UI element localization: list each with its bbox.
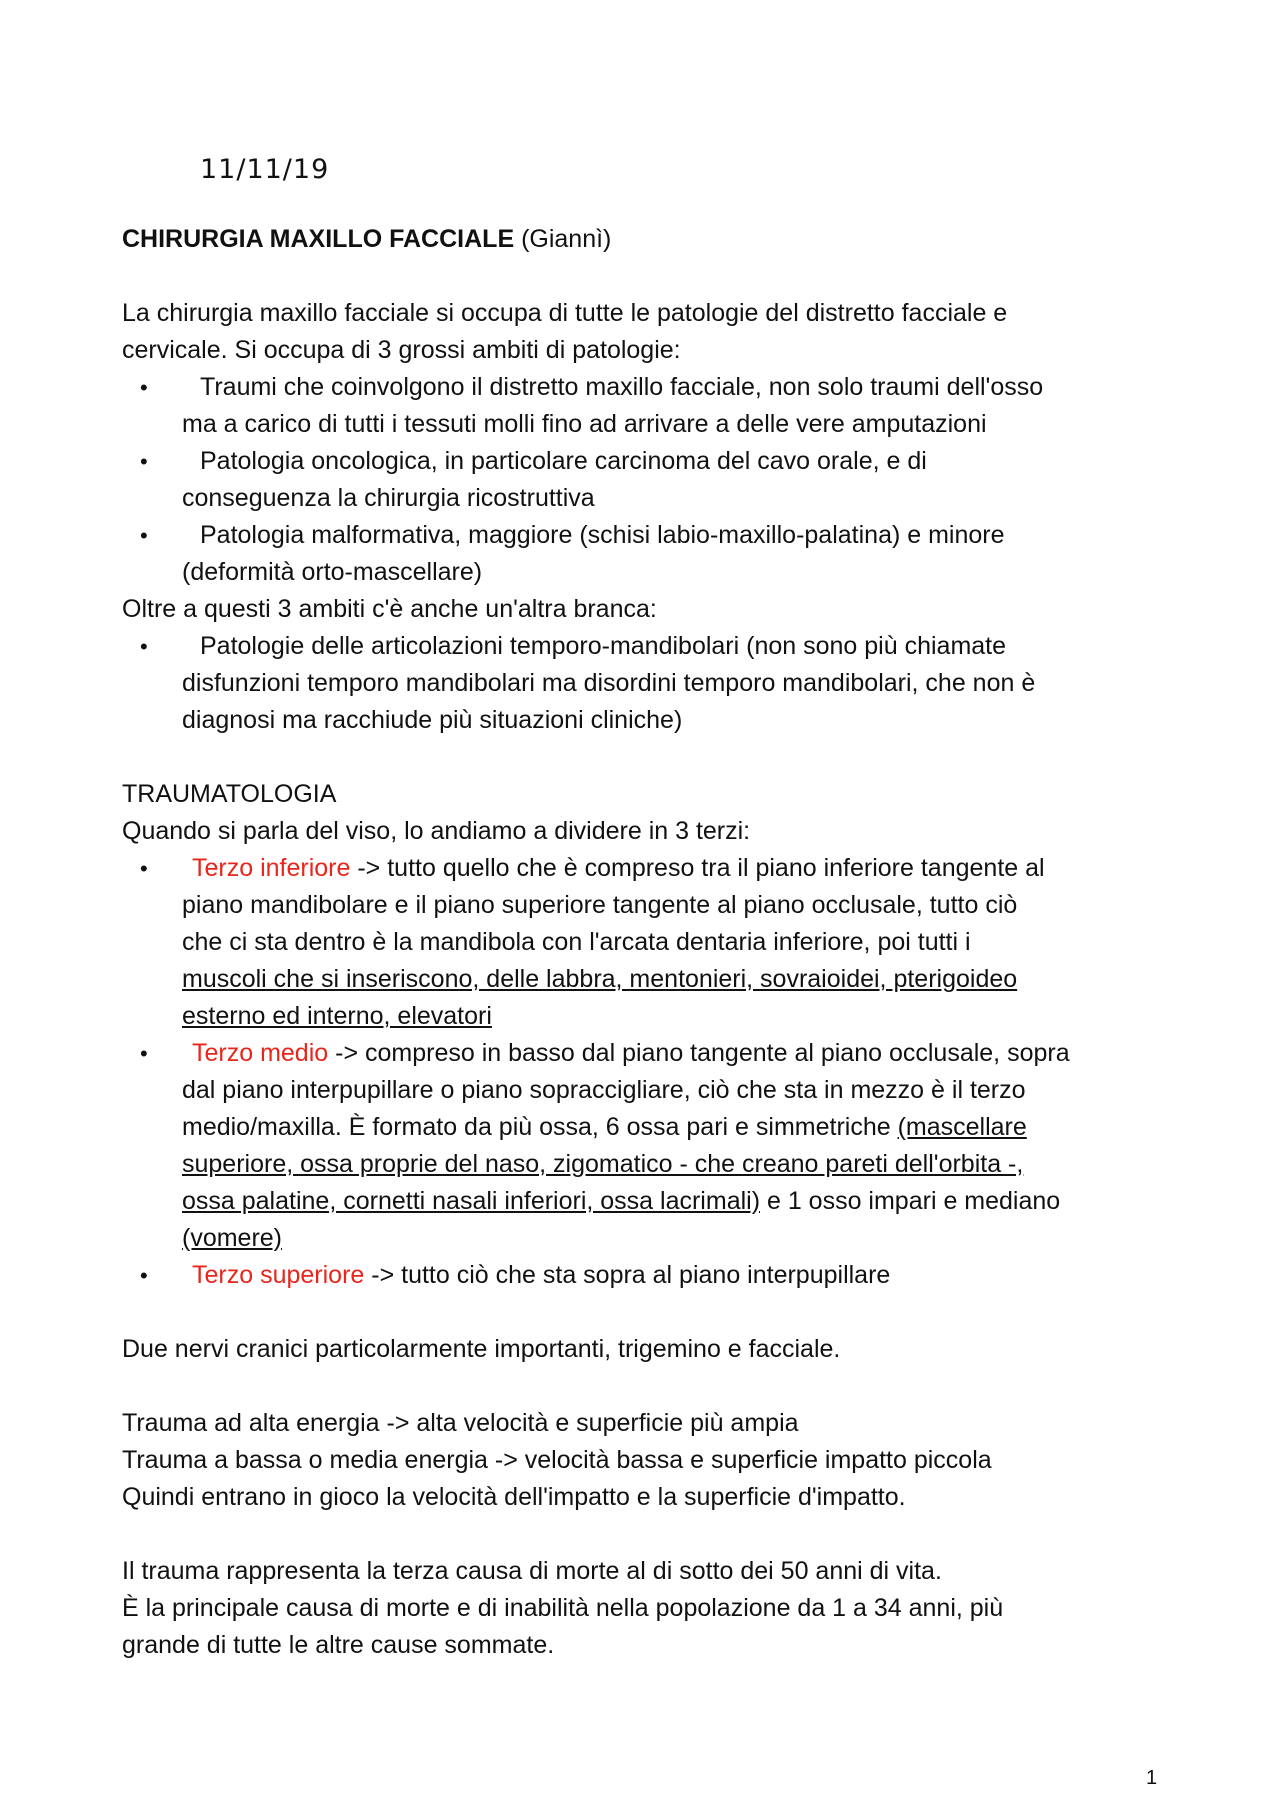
- nervi-paragraph: Due nervi cranici particolarmente importanti, trigemino e facciale.: [122, 1335, 841, 1363]
- energia-line: Trauma ad alta energia -> alta velocità e superficie più ampia: [122, 1409, 799, 1437]
- list-item-line: diagnosi ma racchiude più situazioni cliniche): [182, 706, 683, 734]
- list-item-terzo-medio: • Terzo medio -> compreso in basso dal piano tangente al piano occlusale, sopra dal piano interpupillare o piano sopraccigliare, ciò che sta in mezzo è il terzo medio/maxilla. È formato da più ossa, 6 ossa pari e simmetriche (mascellare superiore, ossa proprie del naso, zigomatico - che creano pareti dell'orbita -, ossa palatine, cornetti nasali inferiori, ossa lacrimali) e 1 osso impari e mediano (vomere): [122, 1035, 1172, 1257]
- list-item-line: Patologia malformativa, maggiore (schisi labio-maxillo-palatina) e minore: [200, 521, 1005, 549]
- terzo-medio-label: Terzo medio: [192, 1039, 329, 1067]
- list-item: [122, 628, 1172, 739]
- bullet-icon: •: [140, 856, 148, 881]
- list-item-line: conseguenza la chirurgia ricostruttiva: [182, 484, 595, 512]
- list-item-line: Patologia oncologica, in particolare carcinoma del cavo orale, e di: [200, 447, 927, 475]
- energia-line: Quindi entrano in gioco la velocità dell'impatto e la superficie d'impatto.: [122, 1483, 906, 1511]
- list-item-terzo-inferiore: • Terzo inferiore -> tutto quello che è compreso tra il piano inferiore tangente al piano mandibolare e il piano superiore tangente al piano occlusale, tutto ciò che ci sta dentro è la mandibola con l'arcata dentaria inferiore, poi tutti i muscoli che si inseriscono, delle labbra, mentonieri, sovraioidei, pterigoideo esterno ed interno, elevatori: [122, 850, 1172, 1035]
- list-item: [122, 443, 1172, 517]
- intro-line: cervicale. Si occupa di 3 grossi ambiti di patologie:: [122, 336, 681, 364]
- underlined-text: ossa palatine, cornetti nasali inferiori, ossa lacrimali): [182, 1187, 761, 1215]
- document-heading: [122, 221, 1172, 258]
- bullet-icon: •: [140, 523, 148, 548]
- bullet-icon: •: [140, 634, 148, 659]
- section-title-traumatologia: TRAUMATOLOGIA: [122, 780, 337, 808]
- lecture-date: 11/11/19: [200, 154, 330, 185]
- stat-line: Il trauma rappresenta la terza causa di morte al di sotto dei 50 anni di vita.: [122, 1557, 942, 1585]
- stat-line: È la principale causa di morte e di inabilità nella popolazione da 1 a 34 anni, più: [122, 1594, 1004, 1622]
- list-item-line: (deformità orto-mascellare): [182, 558, 483, 586]
- bullet-icon: •: [140, 375, 148, 400]
- underlined-text: (mascellare: [897, 1113, 1027, 1141]
- terzo-superiore-label: Terzo superiore: [192, 1261, 365, 1289]
- underlined-text: muscoli che si inseriscono, delle labbra, mentonieri, sovraioidei, pterigoideo: [182, 965, 1018, 993]
- intro-line: La chirurgia maxillo facciale si occupa di tutte le patologie del distretto facciale e: [122, 299, 1008, 327]
- bullet-icon: •: [140, 449, 148, 474]
- list-item-line: Patologie delle articolazioni temporo-mandibolari (non sono più chiamate: [200, 632, 1007, 660]
- energia-line: Trauma a bassa o media energia -> velocità bassa e superficie impatto piccola: [122, 1446, 992, 1474]
- stat-line: grande di tutte le altre cause sommate.: [122, 1631, 555, 1659]
- underlined-text: esterno ed interno, elevatori: [182, 1002, 492, 1030]
- list-item-line: ma a carico di tutti i tessuti molli fino ad arrivare a delle vere amputazioni: [182, 410, 987, 438]
- list-item-line: Traumi che coinvolgono il distretto maxillo facciale, non solo traumi dell'osso: [200, 373, 1044, 401]
- list-item-terzo-superiore: • Terzo superiore -> tutto ciò che sta sopra al piano interpupillare: [122, 1257, 1172, 1294]
- bullet-icon: •: [140, 1263, 148, 1288]
- traumatologia-intro: Quando si parla del viso, lo andiamo a dividere in 3 terzi:: [122, 817, 751, 845]
- bullet-icon: •: [140, 1041, 148, 1066]
- underlined-text: superiore, ossa proprie del naso, zigomatico - che creano pareti dell'orbita -,: [182, 1150, 1024, 1178]
- list-item-line: disfunzioni temporo mandibolari ma disordini temporo mandibolari, che non è: [182, 669, 1036, 697]
- list-item: [122, 517, 1172, 591]
- underlined-text: (vomere): [182, 1224, 283, 1252]
- terzo-inferiore-label: Terzo inferiore: [192, 854, 351, 882]
- list-item: [122, 369, 1172, 443]
- other-branch-intro: Oltre a questi 3 ambiti c'è anche un'altra branca:: [122, 595, 657, 623]
- heading-author: (Giannì): [514, 225, 612, 253]
- document-body: [122, 221, 1172, 1664]
- heading-title: CHIRURGIA MAXILLO FACCIALE: [122, 225, 515, 253]
- page-number: 1: [1146, 1767, 1158, 1789]
